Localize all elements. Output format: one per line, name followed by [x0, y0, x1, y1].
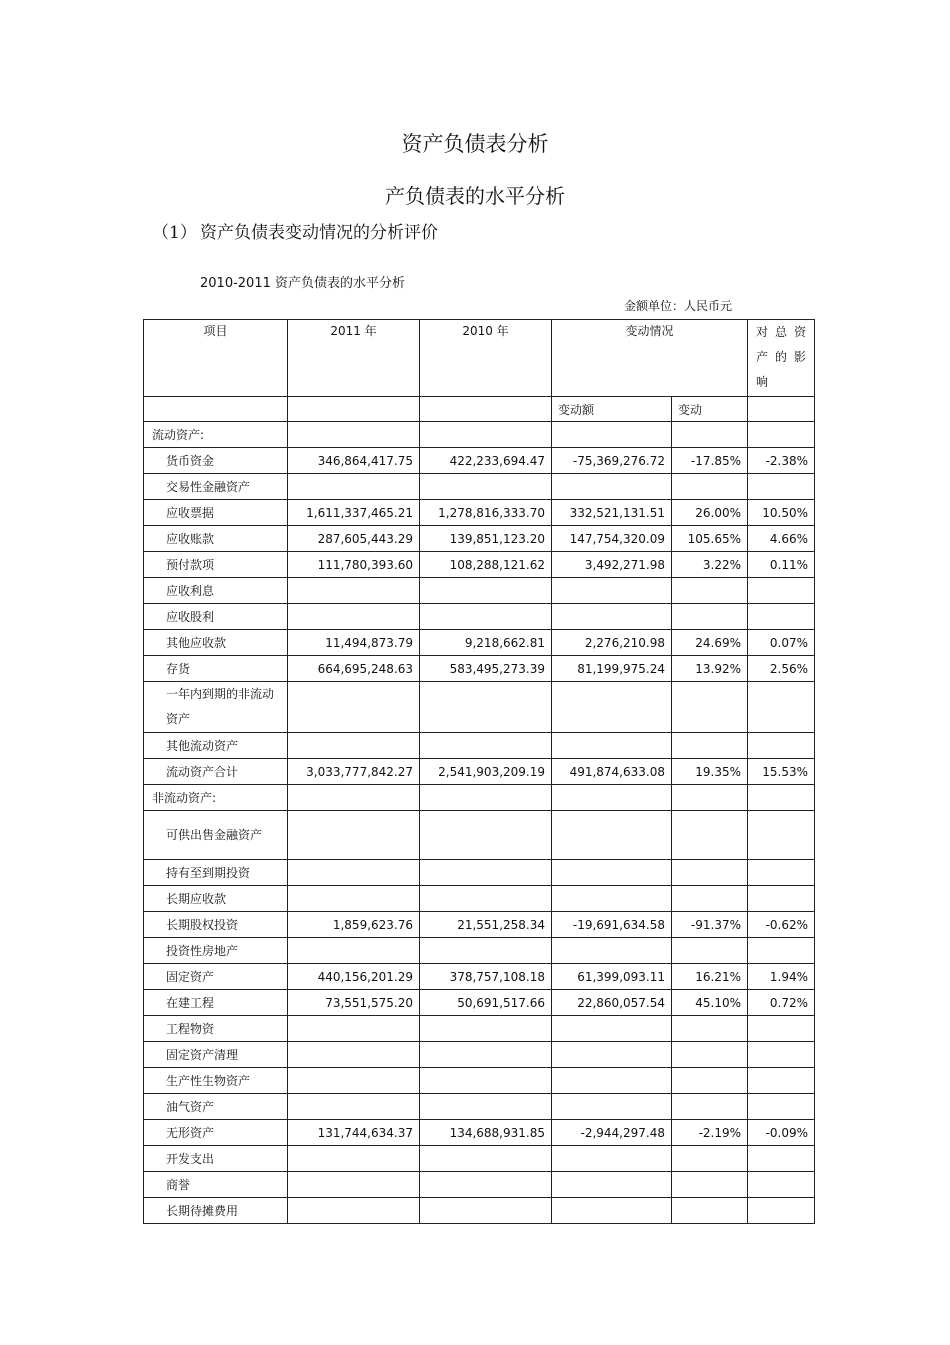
table-row [144, 785, 815, 811]
change-amount [552, 886, 672, 912]
impact-pct [748, 811, 815, 860]
table-row [144, 630, 815, 656]
change-pct: 24.69% [672, 630, 748, 656]
change-amount: -75,369,276.72 [552, 448, 672, 474]
value-2010 [420, 1198, 552, 1224]
change-amount [552, 1094, 672, 1120]
change-amount [552, 1172, 672, 1198]
header-row [144, 320, 815, 397]
section-number: （1） [152, 223, 197, 243]
row-label: 存货 [144, 656, 288, 682]
value-2010 [420, 1068, 552, 1094]
table-row [144, 759, 815, 785]
row-label: 持有至到期投资 [144, 860, 288, 886]
value-2011 [288, 682, 420, 733]
row-label: 一年内到期的非流动资产 [144, 682, 288, 733]
section-title: 资产负债表变动情况的分析评价 [200, 223, 438, 243]
change-amount: 147,754,320.09 [552, 526, 672, 552]
impact-pct [748, 1198, 815, 1224]
row-label: 投资性房地产 [144, 938, 288, 964]
change-pct [672, 733, 748, 759]
change-pct: 13.92% [672, 656, 748, 682]
table-row [144, 1120, 815, 1146]
change-pct [672, 785, 748, 811]
table-row [144, 552, 815, 578]
value-2010: 378,757,108.18 [420, 964, 552, 990]
value-2010 [420, 682, 552, 733]
impact-pct [748, 860, 815, 886]
table-row [144, 656, 815, 682]
value-2011 [288, 422, 420, 448]
document-subtitle: 产负债表的水平分析 [385, 184, 565, 208]
row-label: 长期应收款 [144, 886, 288, 912]
value-2010 [420, 1042, 552, 1068]
impact-pct: 4.66% [748, 526, 815, 552]
row-label: 开发支出 [144, 1146, 288, 1172]
change-pct [672, 578, 748, 604]
value-2010 [420, 1094, 552, 1120]
table-row [144, 733, 815, 759]
impact-pct [748, 1146, 815, 1172]
table-row [144, 500, 815, 526]
row-label: 货币资金 [144, 448, 288, 474]
table-row [144, 526, 815, 552]
value-2011: 287,605,443.29 [288, 526, 420, 552]
change-pct: -2.19% [672, 1120, 748, 1146]
change-amount [552, 860, 672, 886]
row-label: 生产性生物资产 [144, 1068, 288, 1094]
value-2010: 1,278,816,333.70 [420, 500, 552, 526]
change-pct [672, 1068, 748, 1094]
change-amount [552, 938, 672, 964]
unit-note: 金额单位：人民币元 [624, 299, 733, 313]
impact-pct [748, 1068, 815, 1094]
header-change: 变动情况 [552, 320, 748, 397]
change-pct [672, 1146, 748, 1172]
value-2010: 422,233,694.47 [420, 448, 552, 474]
value-2011 [288, 733, 420, 759]
table-row [144, 448, 815, 474]
value-2010: 9,218,662.81 [420, 630, 552, 656]
value-2010 [420, 886, 552, 912]
table-row [144, 1042, 815, 1068]
value-2011 [288, 1198, 420, 1224]
impact-pct [748, 604, 815, 630]
row-label: 流动资产: [144, 422, 288, 448]
value-2010: 583,495,273.39 [420, 656, 552, 682]
value-2010 [420, 422, 552, 448]
table-row [144, 938, 815, 964]
value-2011 [288, 604, 420, 630]
row-label: 应收股利 [144, 604, 288, 630]
impact-pct [748, 733, 815, 759]
change-amount [552, 733, 672, 759]
change-amount [552, 1042, 672, 1068]
value-2010: 50,691,517.66 [420, 990, 552, 1016]
value-2010: 2,541,903,209.19 [420, 759, 552, 785]
row-label: 应收账款 [144, 526, 288, 552]
change-pct [672, 682, 748, 733]
table-row [144, 860, 815, 886]
value-2011 [288, 1172, 420, 1198]
table-row [144, 474, 815, 500]
change-amount [552, 1016, 672, 1042]
table-row [144, 578, 815, 604]
table-caption: 2010-2011 资产负债表的水平分析 [200, 276, 405, 291]
row-label: 应收票据 [144, 500, 288, 526]
table-row [144, 990, 815, 1016]
value-2011: 440,156,201.29 [288, 964, 420, 990]
change-amount [552, 422, 672, 448]
impact-pct [748, 785, 815, 811]
impact-pct: 10.50% [748, 500, 815, 526]
value-2011 [288, 1068, 420, 1094]
value-2010: 108,288,121.62 [420, 552, 552, 578]
impact-pct: 1.94% [748, 964, 815, 990]
change-pct: 16.21% [672, 964, 748, 990]
value-2010 [420, 860, 552, 886]
change-pct [672, 604, 748, 630]
impact-pct [748, 1042, 815, 1068]
change-pct [672, 860, 748, 886]
change-pct [672, 1042, 748, 1068]
subheader-empty [144, 397, 288, 422]
change-pct [672, 886, 748, 912]
change-amount [552, 474, 672, 500]
impact-pct [748, 1094, 815, 1120]
row-label: 工程物资 [144, 1016, 288, 1042]
value-2010 [420, 1172, 552, 1198]
change-amount: -2,944,297.48 [552, 1120, 672, 1146]
change-pct [672, 422, 748, 448]
row-label: 可供出售金融资产 [144, 811, 288, 860]
row-label: 预付款项 [144, 552, 288, 578]
change-pct [672, 1094, 748, 1120]
table-row [144, 1068, 815, 1094]
value-2011 [288, 474, 420, 500]
change-amount: 491,874,633.08 [552, 759, 672, 785]
change-amount [552, 604, 672, 630]
change-amount [552, 811, 672, 860]
change-pct: -17.85% [672, 448, 748, 474]
value-2011 [288, 860, 420, 886]
change-pct [672, 474, 748, 500]
header-change-pct: 变动 [672, 397, 748, 422]
change-pct [672, 1172, 748, 1198]
header-impact: 对 总 资 产 的 影 响 [748, 320, 815, 397]
subheader-empty [748, 397, 815, 422]
table-row [144, 422, 815, 448]
impact-pct [748, 1172, 815, 1198]
table-row [144, 1172, 815, 1198]
value-2011 [288, 785, 420, 811]
change-pct [672, 1198, 748, 1224]
change-pct: 3.22% [672, 552, 748, 578]
table-row [144, 1198, 815, 1224]
change-amount [552, 785, 672, 811]
value-2010 [420, 1146, 552, 1172]
row-label: 流动资产合计 [144, 759, 288, 785]
row-label: 长期待摊费用 [144, 1198, 288, 1224]
value-2011 [288, 1016, 420, 1042]
change-amount [552, 1146, 672, 1172]
change-amount: 81,199,975.24 [552, 656, 672, 682]
impact-pct: 0.72% [748, 990, 815, 1016]
change-amount [552, 682, 672, 733]
value-2011 [288, 938, 420, 964]
change-pct: 105.65% [672, 526, 748, 552]
table-row [144, 964, 815, 990]
row-label: 商誉 [144, 1172, 288, 1198]
value-2010 [420, 604, 552, 630]
value-2010 [420, 938, 552, 964]
table-row [144, 912, 815, 938]
impact-pct: 0.07% [748, 630, 815, 656]
change-pct [672, 1016, 748, 1042]
row-label: 其他应收款 [144, 630, 288, 656]
value-2010 [420, 474, 552, 500]
subheader-empty [288, 397, 420, 422]
value-2011: 11,494,873.79 [288, 630, 420, 656]
impact-pct [748, 886, 815, 912]
impact-pct [748, 474, 815, 500]
section-heading [152, 218, 438, 243]
value-2011: 131,744,634.37 [288, 1120, 420, 1146]
change-pct [672, 811, 748, 860]
change-amount: 22,860,057.54 [552, 990, 672, 1016]
row-label: 无形资产 [144, 1120, 288, 1146]
impact-pct [748, 422, 815, 448]
value-2011 [288, 578, 420, 604]
value-2010 [420, 1016, 552, 1042]
impact-pct: -0.09% [748, 1120, 815, 1146]
impact-pct: 0.11% [748, 552, 815, 578]
change-amount [552, 578, 672, 604]
document-title: 资产负债表分析 [401, 132, 549, 156]
table-row [144, 811, 815, 860]
header-change-amount: 变动额 [552, 397, 672, 422]
value-2011: 111,780,393.60 [288, 552, 420, 578]
row-label: 长期股权投资 [144, 912, 288, 938]
table-row [144, 682, 815, 733]
row-label: 油气资产 [144, 1094, 288, 1120]
impact-pct [748, 578, 815, 604]
change-amount: 61,399,093.11 [552, 964, 672, 990]
row-label: 其他流动资产 [144, 733, 288, 759]
change-amount [552, 1068, 672, 1094]
row-label: 固定资产清理 [144, 1042, 288, 1068]
impact-pct [748, 1016, 815, 1042]
impact-pct: -0.62% [748, 912, 815, 938]
change-pct: -91.37% [672, 912, 748, 938]
value-2011 [288, 1146, 420, 1172]
table-row [144, 1094, 815, 1120]
change-amount: 3,492,271.98 [552, 552, 672, 578]
value-2011: 3,033,777,842.27 [288, 759, 420, 785]
value-2011 [288, 1094, 420, 1120]
table-row [144, 604, 815, 630]
value-2010: 21,551,258.34 [420, 912, 552, 938]
value-2011 [288, 1042, 420, 1068]
change-amount: 332,521,131.51 [552, 500, 672, 526]
impact-pct [748, 682, 815, 733]
value-2011: 73,551,575.20 [288, 990, 420, 1016]
header-item: 项目 [144, 320, 288, 397]
subheader-row [144, 397, 815, 422]
impact-pct: -2.38% [748, 448, 815, 474]
row-label: 在建工程 [144, 990, 288, 1016]
value-2011: 346,864,417.75 [288, 448, 420, 474]
value-2010: 134,688,931.85 [420, 1120, 552, 1146]
balance-sheet-table [143, 319, 815, 1224]
value-2010 [420, 733, 552, 759]
value-2011: 1,859,623.76 [288, 912, 420, 938]
value-2010 [420, 785, 552, 811]
row-label: 交易性金融资产 [144, 474, 288, 500]
value-2011: 1,611,337,465.21 [288, 500, 420, 526]
change-amount [552, 1198, 672, 1224]
value-2011: 664,695,248.63 [288, 656, 420, 682]
subheader-empty [420, 397, 552, 422]
header-2010: 2010 年 [420, 320, 552, 397]
header-2011: 2011 年 [288, 320, 420, 397]
table-row [144, 1016, 815, 1042]
change-pct: 26.00% [672, 500, 748, 526]
value-2010 [420, 811, 552, 860]
row-label: 非流动资产: [144, 785, 288, 811]
value-2010 [420, 578, 552, 604]
impact-pct [748, 938, 815, 964]
change-pct [672, 938, 748, 964]
value-2010: 139,851,123.20 [420, 526, 552, 552]
change-pct: 19.35% [672, 759, 748, 785]
row-label: 固定资产 [144, 964, 288, 990]
change-amount: -19,691,634.58 [552, 912, 672, 938]
value-2011 [288, 811, 420, 860]
change-pct: 45.10% [672, 990, 748, 1016]
row-label: 应收利息 [144, 578, 288, 604]
table-row [144, 1146, 815, 1172]
table-row [144, 886, 815, 912]
value-2011 [288, 886, 420, 912]
change-amount: 2,276,210.98 [552, 630, 672, 656]
impact-pct: 15.53% [748, 759, 815, 785]
impact-pct: 2.56% [748, 656, 815, 682]
